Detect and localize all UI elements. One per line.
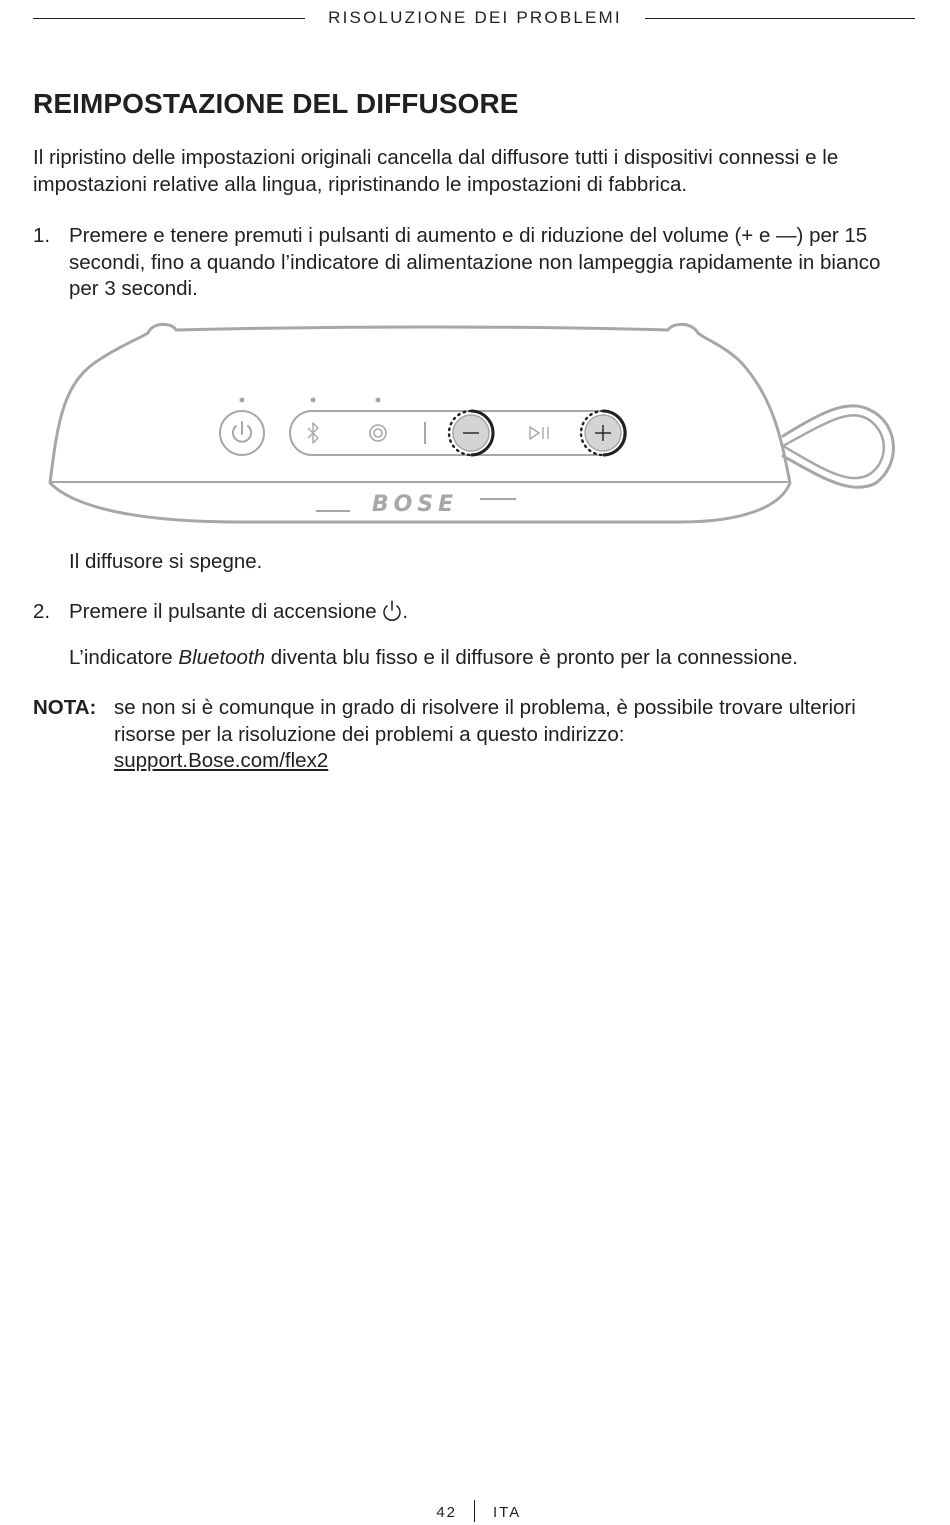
speaker-strap-inner bbox=[783, 415, 884, 478]
speaker-illustration bbox=[40, 318, 910, 533]
play-pause-icon bbox=[530, 427, 548, 439]
step-text bbox=[69, 599, 913, 626]
header-rule-right bbox=[645, 18, 915, 19]
footer-divider bbox=[474, 1500, 475, 1522]
step-2-result bbox=[69, 645, 929, 672]
header-rule-left bbox=[33, 18, 305, 19]
step-2-text: Premere il pulsante di accensione bbox=[69, 600, 377, 623]
step-1-result: Il diffusore si spegne. bbox=[69, 550, 263, 573]
note-label: NOTA: bbox=[33, 696, 97, 719]
language-code: ITA bbox=[493, 1504, 522, 1521]
result-text-end: diventa blu fisso e il diffusore è pronto per la connessione. bbox=[265, 646, 798, 669]
power-icon bbox=[382, 599, 402, 621]
action-indicator bbox=[376, 398, 381, 403]
power-icon bbox=[233, 422, 251, 442]
page-footer bbox=[0, 1500, 950, 1524]
note-text bbox=[114, 695, 874, 775]
svg-text:BOSE: BOSE bbox=[371, 492, 459, 517]
action-icon bbox=[370, 425, 386, 441]
bluetooth-indicator bbox=[311, 398, 316, 403]
note-body: se non si è comunque in grado di risolvere il problema, è possibile trovare ulteriori risorse per la risoluzione dei problemi a questo indirizzo: bbox=[114, 696, 856, 746]
bose-logo bbox=[316, 492, 516, 517]
page-number: 42 bbox=[436, 1504, 457, 1521]
volume-up-icon bbox=[581, 411, 625, 455]
step-number: 2. bbox=[33, 600, 51, 623]
power-indicator bbox=[240, 398, 245, 403]
result-text: L’indicatore bbox=[69, 646, 179, 669]
step-2-text-end: . bbox=[402, 600, 409, 623]
page-header bbox=[33, 6, 915, 30]
volume-down-icon bbox=[449, 411, 493, 455]
section-title: RISOLUZIONE DEI PROBLEMI bbox=[328, 8, 622, 27]
bluetooth-icon bbox=[308, 423, 318, 443]
intro-paragraph: Il ripristino delle impostazioni originali cancella dal diffusore tutti i dispositivi connessi e le impostazioni relative alla lingua, ripristinando le impostazioni di fabbrica. bbox=[33, 146, 839, 196]
page-title: REIMPOSTAZIONE DEL DIFFUSORE bbox=[33, 88, 519, 119]
control-panel bbox=[220, 411, 626, 455]
support-link[interactable]: support.Bose.com/flex2 bbox=[114, 749, 329, 772]
step-number: 1. bbox=[33, 224, 51, 247]
bluetooth-term: Bluetooth bbox=[178, 646, 266, 669]
step-text: Premere e tenere premuti i pulsanti di aumento e di riduzione del volume (+ e —) per 15 secondi, fino a quando l’indicatore di alimentazione non lampeggia rapidamente in bianco per 3 secondi. bbox=[69, 224, 881, 300]
